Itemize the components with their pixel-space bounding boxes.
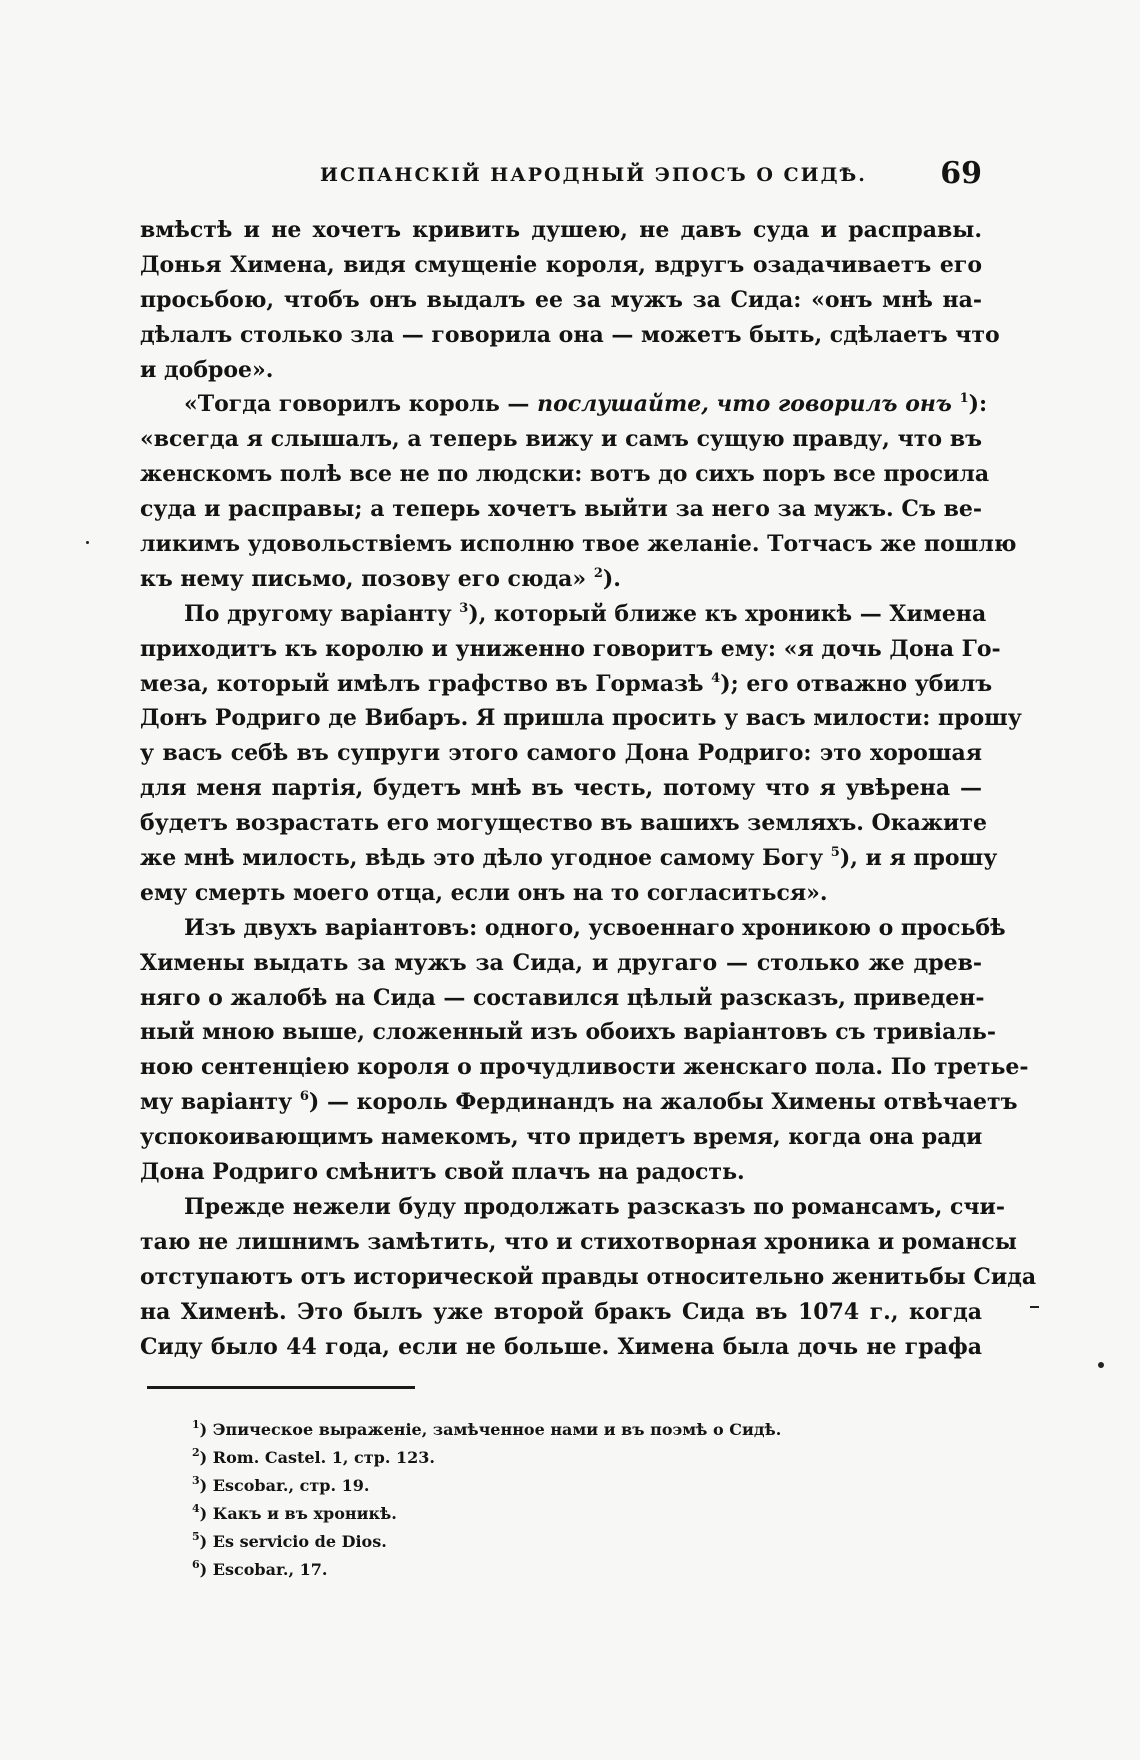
footnote-mark: 6 xyxy=(192,1558,200,1571)
footnote-ref[interactable]: 2 xyxy=(593,565,603,581)
italic-quote: послушайте, что говорилъ онъ xyxy=(537,391,952,418)
text-line: ный мною выше, сложенный изъ обоихъ варіантовъ съ тривіаль- xyxy=(140,1019,996,1046)
main-text xyxy=(140,213,1037,1364)
text-line: на Хименѣ. Это былъ уже второй бракъ Сида въ 1074 г., когда xyxy=(140,1298,982,1325)
footnote-mark: 5 xyxy=(192,1530,200,1543)
text-line: и доброе». xyxy=(140,356,274,383)
text-line xyxy=(140,841,998,876)
text-line: вмѣстѣ и не хочетъ кривить душею, не давъ суда и расправы. xyxy=(140,217,982,243)
text-segment: ): xyxy=(968,391,988,418)
footnote-mark: 4 xyxy=(192,1502,200,1515)
footnote-text: ) Какъ и въ хроникѣ. xyxy=(199,1504,397,1523)
text-line: Донья Химена, видя смущеніе короля, вдругъ озадачиваетъ его xyxy=(140,251,982,278)
text-line: отступаютъ отъ исторической правды относительно женитьбы Сида xyxy=(140,1263,1037,1290)
footnote-ref[interactable]: 4 xyxy=(711,670,721,686)
text-line: у васъ себѣ въ супруги этого самого Дона Родриго: это хорошая xyxy=(140,740,982,767)
footnote-text: ) Escobar., 17. xyxy=(199,1560,328,1579)
text-segment: ) — король Фердинандъ на жалобы Химены отвѣчаетъ xyxy=(308,1089,1018,1116)
text-segment: му варіанту xyxy=(140,1089,300,1116)
footnote xyxy=(192,1444,952,1472)
footnote-mark: 2 xyxy=(192,1446,200,1459)
text-line: Сиду было 44 года, если не больше. Химена была дочь не графа xyxy=(140,1333,982,1360)
footnote-ref[interactable]: 3 xyxy=(459,600,469,616)
footnote-ref[interactable]: 5 xyxy=(830,845,840,861)
footnote-text: ) Escobar., стр. 19. xyxy=(199,1476,370,1495)
text-segment: ), и я прошу xyxy=(839,845,998,872)
ink-speck xyxy=(86,541,89,544)
text-line: для меня партія, будетъ мнѣ въ честь, потому что я увѣрена — xyxy=(140,775,982,802)
text-segment: къ нему письмо, позову его сюда» xyxy=(140,565,594,592)
text-line: женскомъ полѣ все не по людски: вотъ до сихъ поръ все просила xyxy=(140,461,990,488)
text-line: просьбою, чтобъ онъ выдалъ ее за мужъ за Сида: «онъ мнѣ на- xyxy=(140,286,982,313)
running-title: ИСПАНСКІЙ НАРОДНЫЙ ЭПОСЪ О СИДѢ. xyxy=(320,164,867,186)
ink-speck xyxy=(1098,1362,1104,1368)
footnotes xyxy=(192,1416,952,1584)
text-line: суда и расправы; а теперь хочетъ выйти за него за мужъ. Съ ве- xyxy=(140,496,982,523)
page-header xyxy=(140,156,982,200)
text-segment: меза, который имѣлъ графство въ Гормазѣ xyxy=(140,670,712,697)
footnote-ref[interactable]: 6 xyxy=(299,1089,309,1105)
footnote-text: ) Эпическое выраженіе, замѣченное нами и въ поэмѣ о Сидѣ. xyxy=(199,1420,782,1439)
text-line: ною сентенціею короля о прочудливости женскаго пола. По третье- xyxy=(140,1054,1029,1081)
text-segment: же мнѣ милость, вѣдь это дѣло угодное самому Богу xyxy=(140,845,831,872)
text-line: «всегда я слышалъ, а теперь вижу и самъ сущую правду, что въ xyxy=(140,426,982,453)
text-segment: ), который ближе къ хроникѣ — Химена xyxy=(468,600,987,627)
footnote-text: ) Rom. Castel. 1, стр. 123. xyxy=(199,1448,435,1467)
footnote xyxy=(192,1556,952,1584)
text-segment: ). xyxy=(602,565,621,592)
text-line: Прежде нежели буду продолжать разсказъ по романсамъ, счи- xyxy=(184,1193,1006,1220)
footnote-mark: 3 xyxy=(192,1474,200,1487)
text-line: Химены выдать за мужъ за Сида, и другаго — столько же древ- xyxy=(140,949,982,976)
text-line: будетъ возрастать его могущество въ вашихъ земляхъ. Окажите xyxy=(140,810,987,837)
text-line: приходитъ къ королю и униженно говоритъ ему: «я дочь Дона Го- xyxy=(140,635,1001,662)
text-line xyxy=(140,387,988,422)
text-line xyxy=(140,1085,1018,1120)
text-line: няго о жалобѣ на Сида — составился цѣлый разсказъ, приведен- xyxy=(140,984,985,1011)
text-line: дѣлалъ столько зла — говорила она — можетъ быть, сдѣлаетъ что xyxy=(140,321,1000,348)
footnote-divider xyxy=(147,1386,415,1389)
footnote xyxy=(192,1528,952,1556)
footnote-mark: 1 xyxy=(192,1418,200,1431)
text-line xyxy=(140,667,993,702)
text-line: таю не лишнимъ замѣтить, что и стихотворная хроника и романсы xyxy=(140,1228,1017,1255)
footnote xyxy=(192,1472,952,1500)
text-line: ему смерть моего отца, если онъ на то согласиться». xyxy=(140,879,828,906)
text-line: Дона Родриго смѣнитъ свой плачъ на радость. xyxy=(140,1159,745,1186)
ink-speck xyxy=(1030,1306,1039,1308)
text-line: Изъ двухъ варіантовъ: одного, усвоеннаго хроникою о просьбѣ xyxy=(184,914,1006,941)
footnote xyxy=(192,1500,952,1528)
text-line: Донъ Родриго де Вибаръ. Я пришла просить у васъ милости: прошу xyxy=(140,705,1022,732)
text-line xyxy=(140,597,987,632)
text-line: успокоивающимъ намекомъ, что придетъ время, когда она ради xyxy=(140,1124,983,1151)
text-segment: «Тогда говорилъ король — xyxy=(184,391,538,418)
page-number: 69 xyxy=(940,156,982,191)
footnote-ref[interactable]: 1 xyxy=(959,391,969,407)
text-line: ликимъ удовольствіемъ исполню твое желаніе. Тотчасъ же пошлю xyxy=(140,531,1017,558)
footnote xyxy=(192,1416,952,1444)
text-segment: По другому варіанту xyxy=(184,600,460,627)
text-segment: ); его отважно убилъ xyxy=(720,670,993,697)
footnote-text: ) Es servicio de Dios. xyxy=(199,1532,387,1551)
text-line xyxy=(140,562,982,597)
